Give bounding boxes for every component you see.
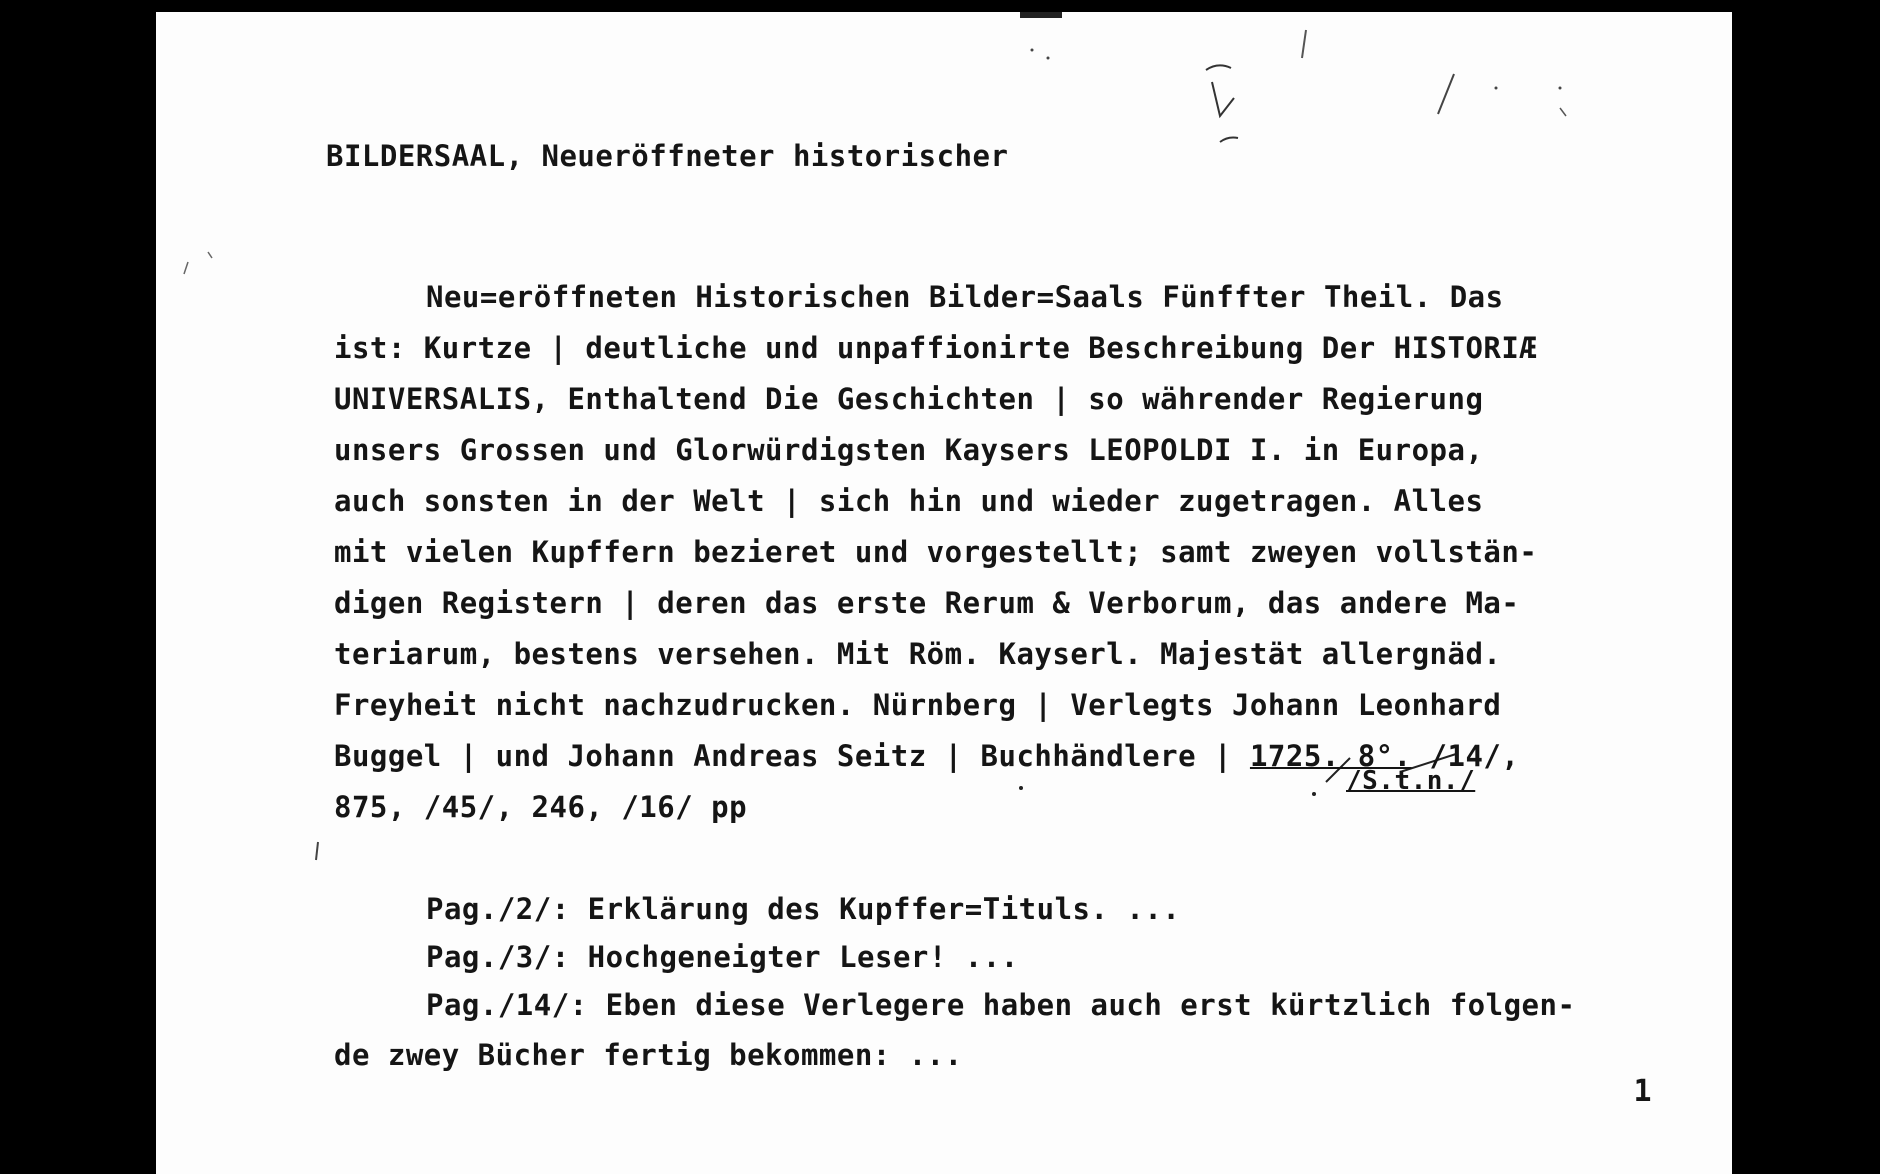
imprint-pages: /14/, xyxy=(1411,739,1520,773)
pag-line: de zwey Bücher fertig bekommen: ... xyxy=(334,1038,963,1072)
body-line: Freyheit nicht nachzudrucken. Nürnberg | Verlegts Johann Leonhard xyxy=(334,688,1502,722)
body-line: Neu=eröffneten Historischen Bilder=Saals Fünffter Theil. Das xyxy=(426,280,1504,314)
pagination-notes xyxy=(334,884,1575,1080)
body-line: digen Registern | deren das erste Rerum & Verborum, das andere Ma- xyxy=(334,586,1520,620)
body-line: UNIVERSALIS, Enthaltend Die Geschichten | so währender Regierung xyxy=(334,382,1484,416)
catalog-card xyxy=(156,12,1732,1174)
page-number: 1 xyxy=(1633,1074,1652,1109)
imprint-text: Buggel | und Johann Andreas Seitz | Buchhändlere | xyxy=(334,739,1250,773)
body-line: ist: Kurtze | deutliche und unpaffionirte Beschreibung Der HISTORIÆ xyxy=(334,331,1538,365)
body-line: mit vielen Kupffern bezieret und vorgestellt; samt zweyen vollstän- xyxy=(334,535,1538,569)
body-line-pagination: 875, /45/, 246, /16/ pp xyxy=(334,790,748,824)
title-description xyxy=(334,272,1537,833)
sub-note: /S.t.n./ xyxy=(1346,766,1476,796)
pag-line: Pag./2/: Erklärung des Kupffer=Tituls. ... xyxy=(426,892,1181,926)
card-heading: BILDERSAAL, Neueröffneter historischer xyxy=(326,139,1009,173)
imprint-date: 1725. 8°. xyxy=(1249,739,1412,773)
pag-line: Pag./3/: Hochgeneigter Leser! ... xyxy=(426,940,1019,974)
body-line: teriarum, bestens versehen. Mit Röm. Kayserl. Majestät allergnäd. xyxy=(334,637,1502,671)
pag-line: Pag./14/: Eben diese Verlegere haben auch erst kürtzlich folgen- xyxy=(426,988,1576,1022)
body-line: unsers Grossen und Glorwürdigsten Kaysers LEOPOLDI I. in Europa, xyxy=(334,433,1484,467)
body-line: auch sonsten in der Welt | sich hin und wieder zugetragen. Alles xyxy=(334,484,1484,518)
